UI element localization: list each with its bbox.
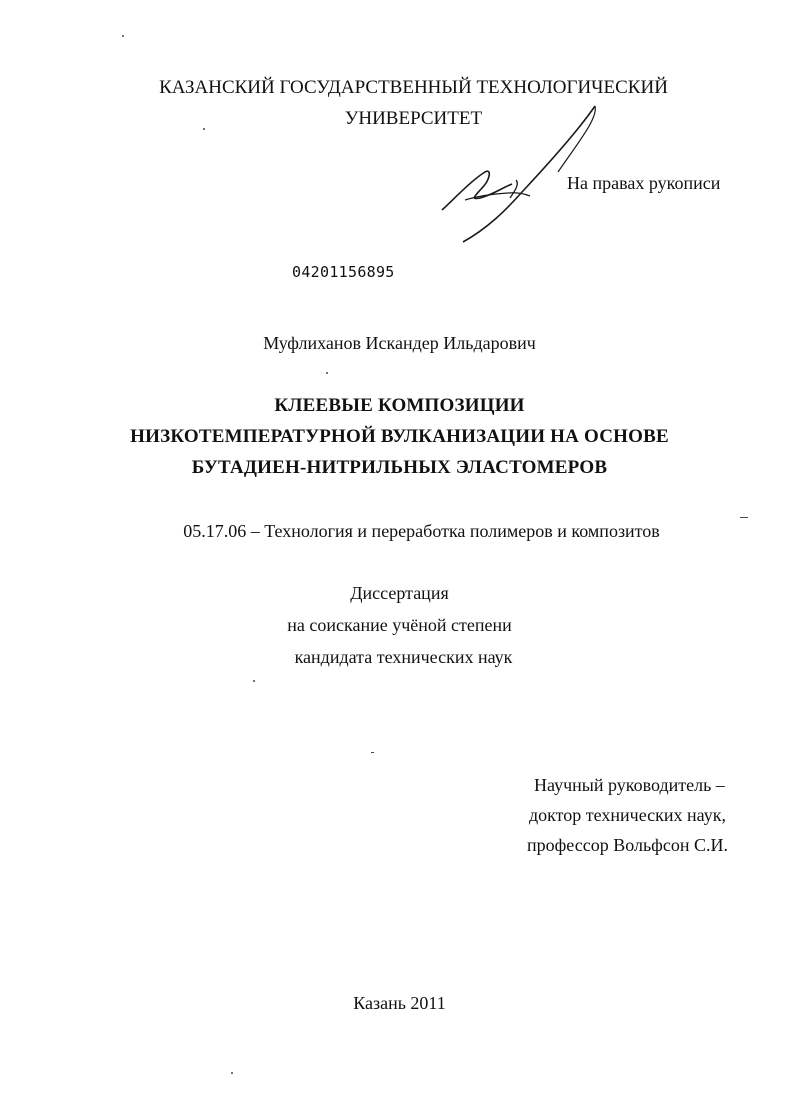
supervisor-line3: профессор Вольфсон С.И. — [527, 835, 728, 855]
dissertation-title-line1: КЛЕЕВЫЕ КОМПОЗИЦИИ — [274, 395, 525, 416]
supervisor-line1: Научный руководитель – — [534, 775, 725, 795]
dissertation-title-line2: НИЗКОТЕМПЕРАТУРНОЙ ВУЛКАНИЗАЦИИ НА ОСНОВЕ — [130, 426, 669, 447]
registration-number: 04201156895 — [292, 263, 395, 281]
city-year: Казань 2011 — [353, 993, 446, 1013]
scan-speck — [371, 752, 374, 753]
supervisor-line2: доктор технических наук, — [529, 805, 726, 825]
scan-speck — [122, 35, 124, 37]
degree-line1: Диссертация — [350, 583, 449, 603]
scan-speck — [231, 1072, 233, 1074]
scan-speck — [326, 372, 328, 374]
specialty-code: 05.17.06 – Технология и переработка полимеров и композитов — [183, 521, 660, 541]
scan-speck — [253, 680, 255, 682]
dissertation-title-line3: БУТАДИЕН-НИТРИЛЬНЫХ ЭЛАСТОМЕРОВ — [191, 457, 608, 478]
scan-speck — [740, 517, 748, 518]
degree-line2: на соискание учёной степени — [287, 615, 512, 635]
manuscript-rights-note: На правах рукописи — [567, 173, 721, 193]
university-name-line2: УНИВЕРСИТЕТ — [344, 108, 483, 129]
author-name: Муфлиханов Искандер Ильдарович — [263, 333, 536, 353]
degree-line3: кандидата технических наук — [294, 647, 513, 667]
university-name-line1: КАЗАНСКИЙ ГОСУДАРСТВЕННЫЙ ТЕХНОЛОГИЧЕСКИЙ — [159, 77, 668, 98]
